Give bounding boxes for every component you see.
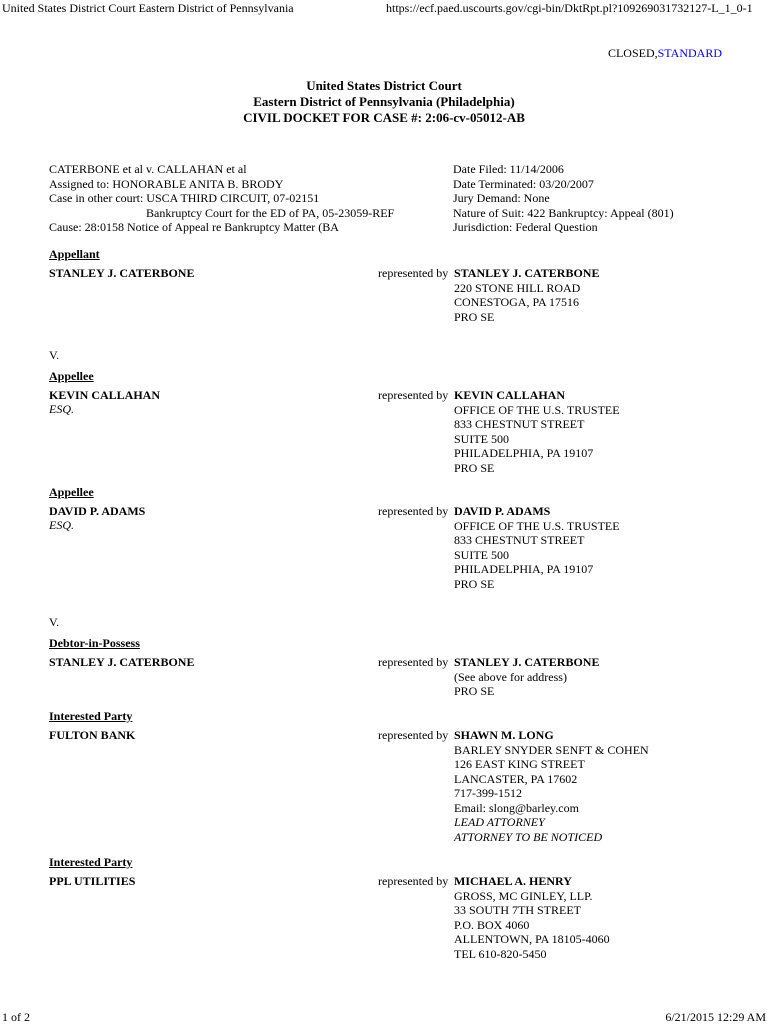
party-name: KEVIN CALLAHAN [49,388,161,402]
print-header-title: United States District Court Eastern District of Pennsylvania [2,1,294,15]
attorney-line: BARLEY SNYDER SENFT & COHEN [454,742,649,757]
jury-demand: Jury Demand: None [453,191,550,205]
other-court: Case in other court: USCA THIRD CIRCUIT, 07-02151 [49,191,320,205]
party-role: Appellee [49,485,94,499]
party-name: DAVID P. ADAMS [49,504,146,518]
attorney-email[interactable]: Email: slong@barley.com [454,800,579,815]
jurisdiction: Jurisdiction: Federal Question [453,220,598,234]
attorney-line: PRO SE [454,576,495,591]
case-info-right [453,162,674,235]
other-court-bankruptcy: Bankruptcy Court for the ED of PA, 05-23059-REF [146,205,395,220]
attorney-line: 220 STONE HILL ROAD [454,280,581,295]
party-name: STANLEY J. CATERBONE [49,266,195,280]
attorney-line: 33 SOUTH 7TH STREET [454,903,581,917]
represented-by-label: represented by [378,504,449,518]
party-name: STANLEY J. CATERBONE [49,655,195,669]
attorney-line: (See above for address) [454,669,567,684]
attorney-line: CONESTOGA, PA 17516 [454,295,580,309]
date-terminated: Date Terminated: 03/20/2007 [453,176,594,191]
attorney-name: KEVIN CALLAHAN [454,388,566,402]
attorney-name: STANLEY J. CATERBONE [454,266,600,280]
flag-standard-link[interactable]: STANDARD [657,46,722,60]
attorney-block [454,655,599,699]
attorney-line: 833 CHESTNUT STREET [454,417,585,431]
attorney-line: 833 CHESTNUT STREET [454,533,585,547]
attorney-line: OFFICE OF THE U.S. TRUSTEE [454,402,620,417]
date-filed: Date Filed: 11/14/2006 [453,162,564,176]
attorney-line: PHILADELPHIA, PA 19107 [454,446,594,460]
represented-by-label: represented by [378,388,449,402]
versus-separator: V. [49,615,60,629]
nature-of-suit: Nature of Suit: 422 Bankruptcy: Appeal (801) [453,205,674,220]
represented-by-label: represented by [378,728,449,742]
print-header-url: https://ecf.paed.uscourts.gov/cgi-bin/DktRpt.pl?109269031732127-L_1_0-1 [386,1,753,15]
attorney-line: 126 EAST KING STREET [454,757,585,771]
attorney-name: MICHAEL A. HENRY [454,874,572,888]
print-footer-page-count: 1 of 2 [2,1010,30,1024]
case-flags [608,46,722,61]
party-role: Appellant [49,247,100,261]
case-info-left [49,162,394,235]
party-name: PPL UTILITIES [49,874,136,888]
case-caption: CATERBONE et al v. CALLAHAN et al [49,162,247,176]
attorney-line: PRO SE [454,309,495,324]
attorney-block [454,266,599,324]
assigned-judge: Assigned to: HONORABLE ANITA B. BRODY [49,176,284,191]
attorney-to-be-noticed-note: ATTORNEY TO BE NOTICED [454,829,603,844]
party-role: Appellee [49,369,94,383]
attorney-block [454,728,649,844]
versus-separator: V. [49,348,60,362]
attorney-name: STANLEY J. CATERBONE [454,655,600,669]
attorney-line: P.O. BOX 4060 [454,917,530,932]
attorney-line: PHILADELPHIA, PA 19107 [454,562,594,576]
party-title: ESQ. [49,402,74,416]
attorney-block [454,504,620,591]
attorney-line: LANCASTER, PA 17602 [454,771,578,786]
court-name: United States District Court [306,78,462,93]
party-role: Interested Party [49,709,133,723]
party-name: FULTON BANK [49,728,136,742]
represented-by-label: represented by [378,266,449,280]
lead-attorney-note: LEAD ATTORNEY [454,815,545,829]
attorney-line: ALLENTOWN, PA 18105-4060 [454,932,610,946]
attorney-line: SUITE 500 [454,431,509,446]
attorney-line: PRO SE [454,460,495,475]
attorney-line: OFFICE OF THE U.S. TRUSTEE [454,518,620,533]
attorney-line: GROSS, MC GINLEY, LLP. [454,888,593,903]
party-title: ESQ. [49,518,74,532]
case-cause: Cause: 28:0158 Notice of Appeal re Bankruptcy Matter (BA [49,220,339,234]
attorney-block [454,388,620,475]
party-role: Debtor-in-Possess [49,636,140,650]
docket-case-number: CIVIL DOCKET FOR CASE #: 2:06-cv-05012-AB [243,110,525,125]
attorney-line: SUITE 500 [454,547,509,562]
attorney-block [454,874,610,961]
represented-by-label: represented by [378,655,449,669]
attorney-name: SHAWN M. LONG [454,728,554,742]
attorney-phone: TEL 610-820-5450 [454,946,547,961]
flag-closed: CLOSED, [607,46,658,60]
attorney-phone: 717-399-1512 [454,786,522,800]
docket-heading [0,78,768,126]
attorney-name: DAVID P. ADAMS [454,504,551,518]
district-name: Eastern District of Pennsylvania (Philadelphia) [253,94,515,109]
represented-by-label: represented by [378,874,449,888]
party-role: Interested Party [49,855,133,869]
print-footer-timestamp: 6/21/2015 12:29 AM [665,1010,766,1024]
attorney-line: PRO SE [454,684,495,698]
